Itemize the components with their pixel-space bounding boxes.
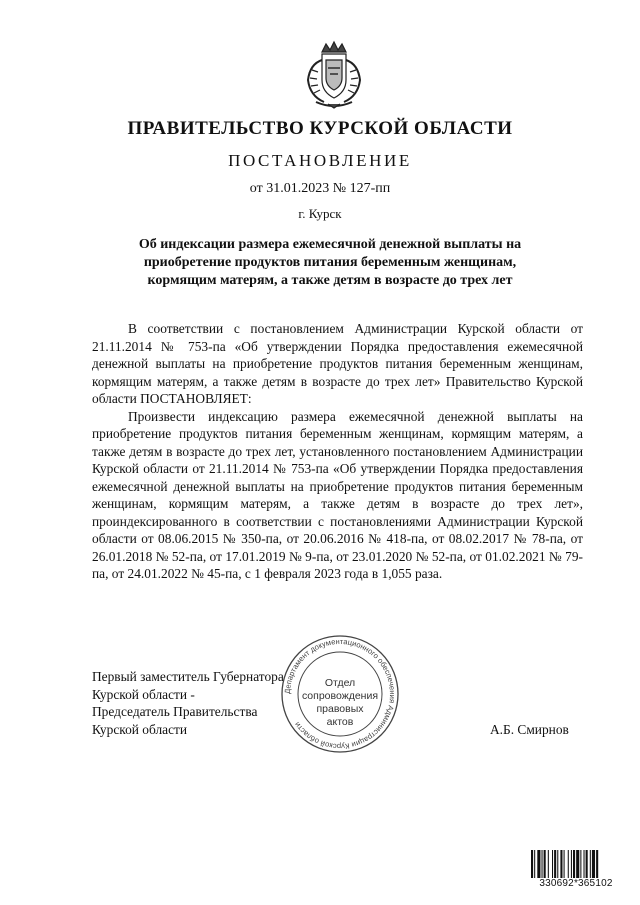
document-type: ПОСТАНОВЛЕНИЕ bbox=[228, 151, 412, 170]
subject-line: кормящим матерям, а также детям в возрасте до трех лет bbox=[147, 273, 513, 288]
subject-line: Об индексации размера ежемесячной денежной выплаты на bbox=[138, 237, 522, 252]
position-line: Курской области - bbox=[92, 686, 195, 702]
stamp-line: правовых bbox=[316, 703, 364, 715]
position-line: Курской области bbox=[92, 721, 188, 737]
stamp-line: сопровождения bbox=[301, 690, 379, 702]
document-city: г. Курск bbox=[298, 206, 342, 221]
position-line: Первый заместитель Губернатора bbox=[92, 669, 284, 684]
body-paragraph: В соответствии с постановлением Администрации Курской области от 21.11.2014 № 753-па «Об утверждении Порядка предоставления ежемесячной денежной выплаты на приобретение продуктов питания беременным женщинам, кормящим матерям, а также детям в возрасте до трех лет» Правительство Курской области ПОСТАНОВЛЯЕТ: bbox=[92, 321, 583, 406]
stamp-line: Отдел bbox=[324, 677, 356, 689]
subject-line: приобретение продуктов питания беременным женщинам, bbox=[143, 255, 517, 270]
government-title: ПРАВИТЕЛЬСТВО КУРСКОЙ ОБЛАСТИ bbox=[127, 118, 513, 139]
body-paragraph: Произвести индексацию размера ежемесячной денежной выплаты на приобретение продуктов питания беременным женщинам, кормящим матерям, а также детям в возрасте до трех лет, установленного постановлением Администрации Курской области от 21.11.2014 № 753-па «Об утверждении Порядка предоставления ежемесячной денежной выплаты на приобретение продуктов питания беременным женщинам, кормящим матерям, а также детям в возрасте до трех лет», проиндексированного в соответствии с постановлениями Администрации Курской области от 08.06.2015 № 350-па, от 20.06.2016 № 418-па, от 08.02.2017 № 78-па, от 26.01.2018 № 52-па, от 17.01.2019 № 9-па, от 23.01.2020 № 52-па, от 01.02.2021 № 79-па, от 24.01.2022 № 45-па, с 1 февраля 2023 года в 1,055 раза. bbox=[92, 408, 583, 581]
signatory-name: А.Б. Смирнов bbox=[490, 722, 569, 737]
stamp-center-text bbox=[300, 677, 380, 729]
position-line: Председатель Правительства bbox=[92, 704, 258, 719]
barcode-number: 330692*365102 bbox=[539, 878, 613, 889]
document-subject bbox=[110, 236, 550, 290]
document-body bbox=[92, 320, 583, 583]
barcode-icon bbox=[531, 850, 621, 878]
stamp-line: актов bbox=[326, 716, 354, 728]
coat-of-arms-icon bbox=[300, 40, 368, 112]
signatory-position bbox=[92, 668, 284, 738]
document-date-number: от 31.01.2023 № 127-пп bbox=[249, 181, 391, 196]
stamp-ring-text: Департамент документационного обеспечения Администрации Курской области bbox=[282, 636, 398, 752]
